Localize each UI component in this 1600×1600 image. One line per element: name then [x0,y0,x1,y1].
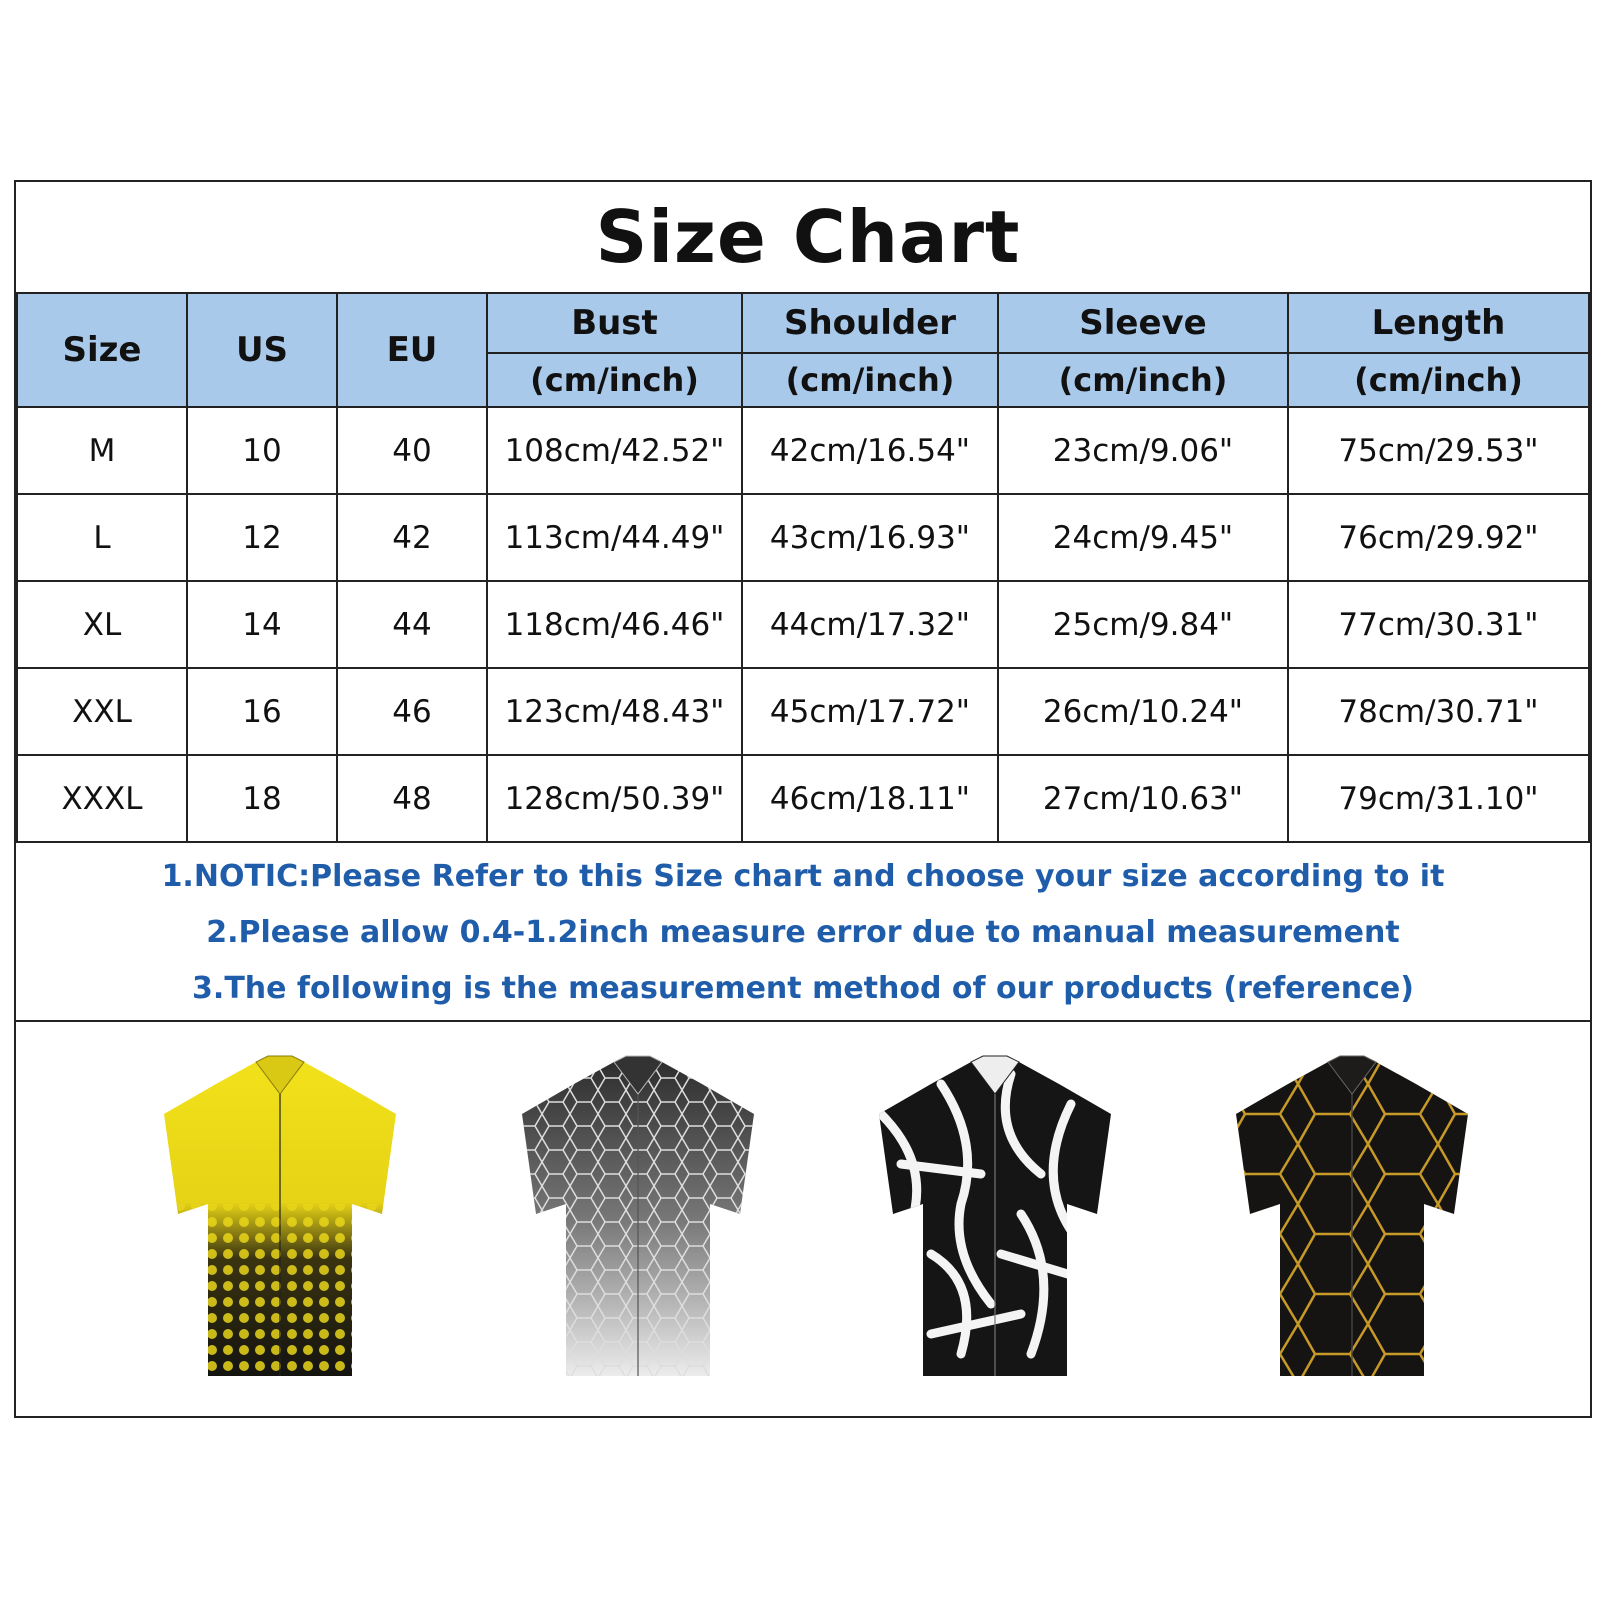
cell-size: L [17,494,187,581]
cell-bust: 108cm/42.52" [487,407,742,494]
cell-size: XXL [17,668,187,755]
header-us: US [187,293,337,407]
cell-us: 16 [187,668,337,755]
cell-shoulder: 44cm/17.32" [742,581,998,668]
cell-length: 79cm/31.10" [1288,755,1589,842]
size-chart-frame [14,180,1592,1418]
cell-sleeve: 26cm/10.24" [998,668,1288,755]
cell-us: 10 [187,407,337,494]
title-row [16,182,1590,294]
note-3: 3.The following is the measurement method of our products (reference) [192,971,1414,1006]
cell-shoulder: 42cm/16.54" [742,407,998,494]
page-title: Size Chart [595,195,1021,279]
cell-eu: 42 [337,494,487,581]
cell-eu: 40 [337,407,487,494]
header-length: Length [1288,293,1589,353]
cell-shoulder: 46cm/18.11" [742,755,998,842]
cell-size: M [17,407,187,494]
cell-sleeve: 25cm/9.84" [998,581,1288,668]
shirt-image [156,1054,404,1384]
cell-length: 76cm/29.92" [1288,494,1589,581]
notes-section [16,846,1590,1022]
cell-eu: 44 [337,581,487,668]
note-2: 2.Please allow 0.4-1.2inch measure error due to manual measurement [206,915,1400,950]
cell-shoulder: 43cm/16.93" [742,494,998,581]
header-size: Size [17,293,187,407]
header-shoulder: Shoulder [742,293,998,353]
black-white-hexagon-shirt [514,1054,762,1384]
header-unit: (cm/inch) [998,353,1288,407]
cell-bust: 128cm/50.39" [487,755,742,842]
header-eu: EU [337,293,487,407]
cell-length: 77cm/30.31" [1288,581,1589,668]
cell-us: 12 [187,494,337,581]
yellow-black-dot-shirt [156,1054,404,1384]
cell-size: XXXL [17,755,187,842]
header-unit: (cm/inch) [742,353,998,407]
black-white-abstract-shirt [871,1054,1119,1384]
cell-length: 75cm/29.53" [1288,407,1589,494]
cell-us: 14 [187,581,337,668]
header-unit: (cm/inch) [487,353,742,407]
cell-us: 18 [187,755,337,842]
table-row [17,494,1589,581]
table-row [17,407,1589,494]
cell-length: 78cm/30.71" [1288,668,1589,755]
cell-bust: 118cm/46.46" [487,581,742,668]
cell-bust: 113cm/44.49" [487,494,742,581]
shirt-image [514,1054,762,1384]
shirt-image [871,1054,1119,1384]
shirt-gallery [16,1024,1590,1416]
shirt-image [1228,1054,1476,1384]
header-unit: (cm/inch) [1288,353,1589,407]
cell-shoulder: 45cm/17.72" [742,668,998,755]
cell-sleeve: 27cm/10.63" [998,755,1288,842]
cell-eu: 48 [337,755,487,842]
header-bust: Bust [487,293,742,353]
table-row [17,668,1589,755]
note-1: 1.NOTIC:Please Refer to this Size chart and choose your size according to it [161,859,1445,894]
size-table [16,292,1590,843]
table-row [17,581,1589,668]
cell-sleeve: 23cm/9.06" [998,407,1288,494]
table-row [17,755,1589,842]
cell-bust: 123cm/48.43" [487,668,742,755]
cell-size: XL [17,581,187,668]
header-sleeve: Sleeve [998,293,1288,353]
cell-eu: 46 [337,668,487,755]
cell-sleeve: 24cm/9.45" [998,494,1288,581]
black-gold-hexagon-shirt [1228,1054,1476,1384]
